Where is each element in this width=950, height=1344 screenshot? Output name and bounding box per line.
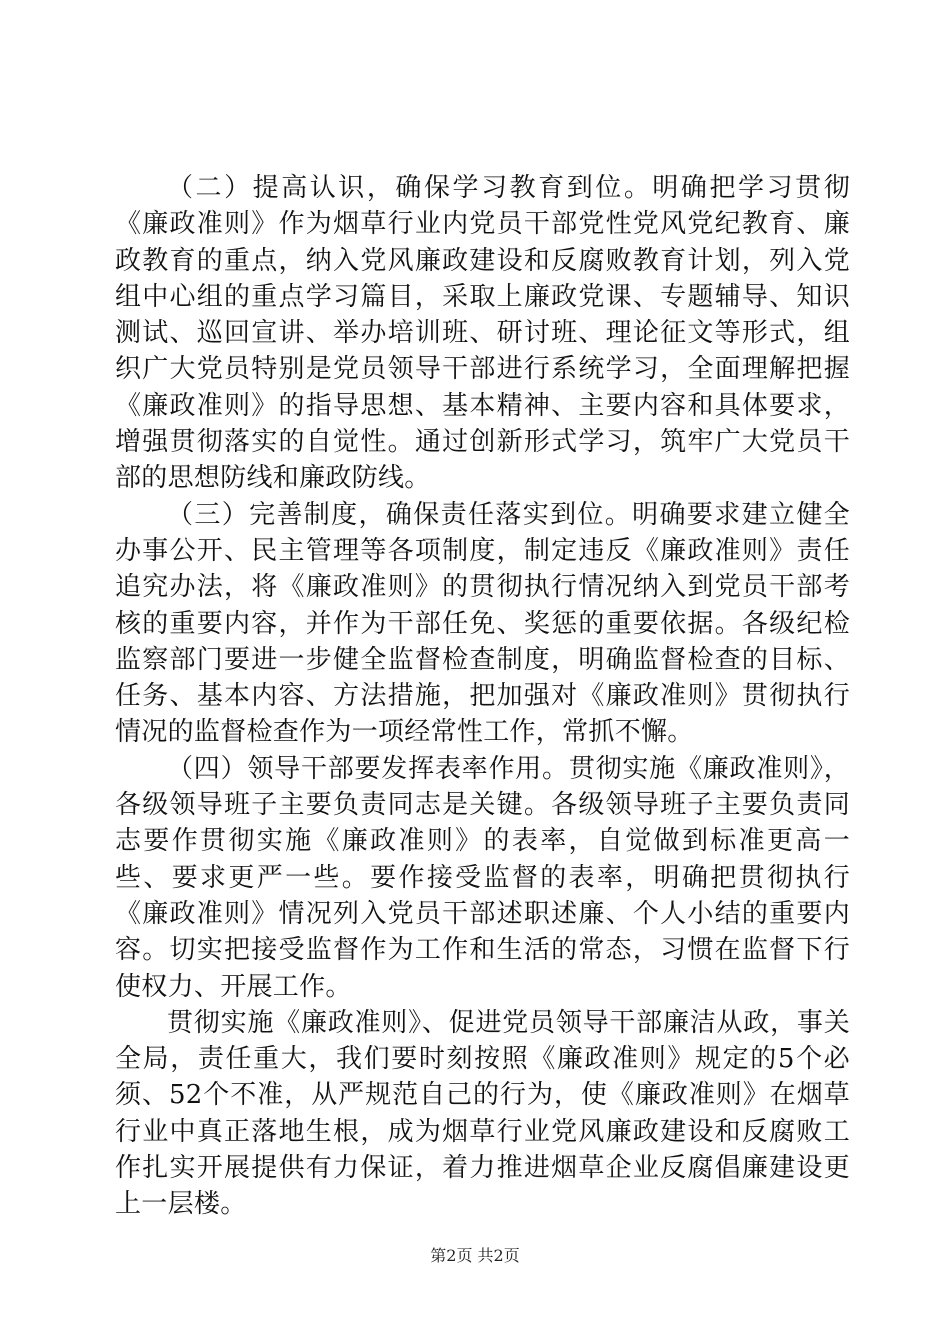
paragraph-conclusion: 贯彻实施《廉政准则》、促进党员领导干部廉洁从政，事关全局，责任重大，我们要时刻按照《廉政准则》规定的5个必须、52个不准，从严规范自己的行为，使《廉政准则》在烟草行业中真正落地生根，成为烟草行业党风廉政建设和反腐败工作扎实开展提供有力保证，着力推进烟草企业反腐倡廉建设更上一层楼。 — [115, 1007, 850, 1220]
paragraph-section-2: （二）提高认识，确保学习教育到位。明确把学习贯彻《廉政准则》作为烟草行业内党员干部党性党风党纪教育、廉政教育的重点，纳入党风廉政建设和反腐败教育计划，列入党组中心组的重点学习篇目，采取上廉政党课、专题辅导、知识测试、巡回宣讲、举办培训班、研讨班、理论征文等形式，组织广大党员特别是党员领导干部进行系统学习，全面理解把握《廉政准则》的指导思想、基本精神、主要内容和具体要求，增强贯彻落实的自觉性。通过创新形式学习，筑牢广大党员干部的思想防线和廉政防线。 — [115, 173, 850, 494]
document-body — [115, 170, 850, 1223]
paragraph-section-4: （四）领导干部要发挥表率作用。贯彻实施《廉政准则》，各级领导班子主要负责同志是关键。各级领导班子主要负责同志要作贯彻实施《廉政准则》的表率，自觉做到标准更高一些、要求更严一些。要作接受监督的表率，明确把贯彻执行《廉政准则》情况列入党员干部述职述廉、个人小结的重要内容。切实把接受监督作为工作和生活的常态，习惯在监督下行使权力、开展工作。 — [115, 753, 850, 1002]
page-number-footer: 第2页 共2页 — [430, 1246, 520, 1265]
paragraph-section-3: （三）完善制度，确保责任落实到位。明确要求建立健全办事公开、民主管理等各项制度，制定违反《廉政准则》责任追究办法，将《廉政准则》的贯彻执行情况纳入到党员干部考核的重要内容，并作为干部任免、奖惩的重要依据。各级纪检监察部门要进一步健全监督检查制度，明确监督检查的目标、任务、基本内容、方法措施，把加强对《廉政准则》贯彻执行情况的监督检查作为一项经常性工作，常抓不懈。 — [115, 499, 850, 748]
